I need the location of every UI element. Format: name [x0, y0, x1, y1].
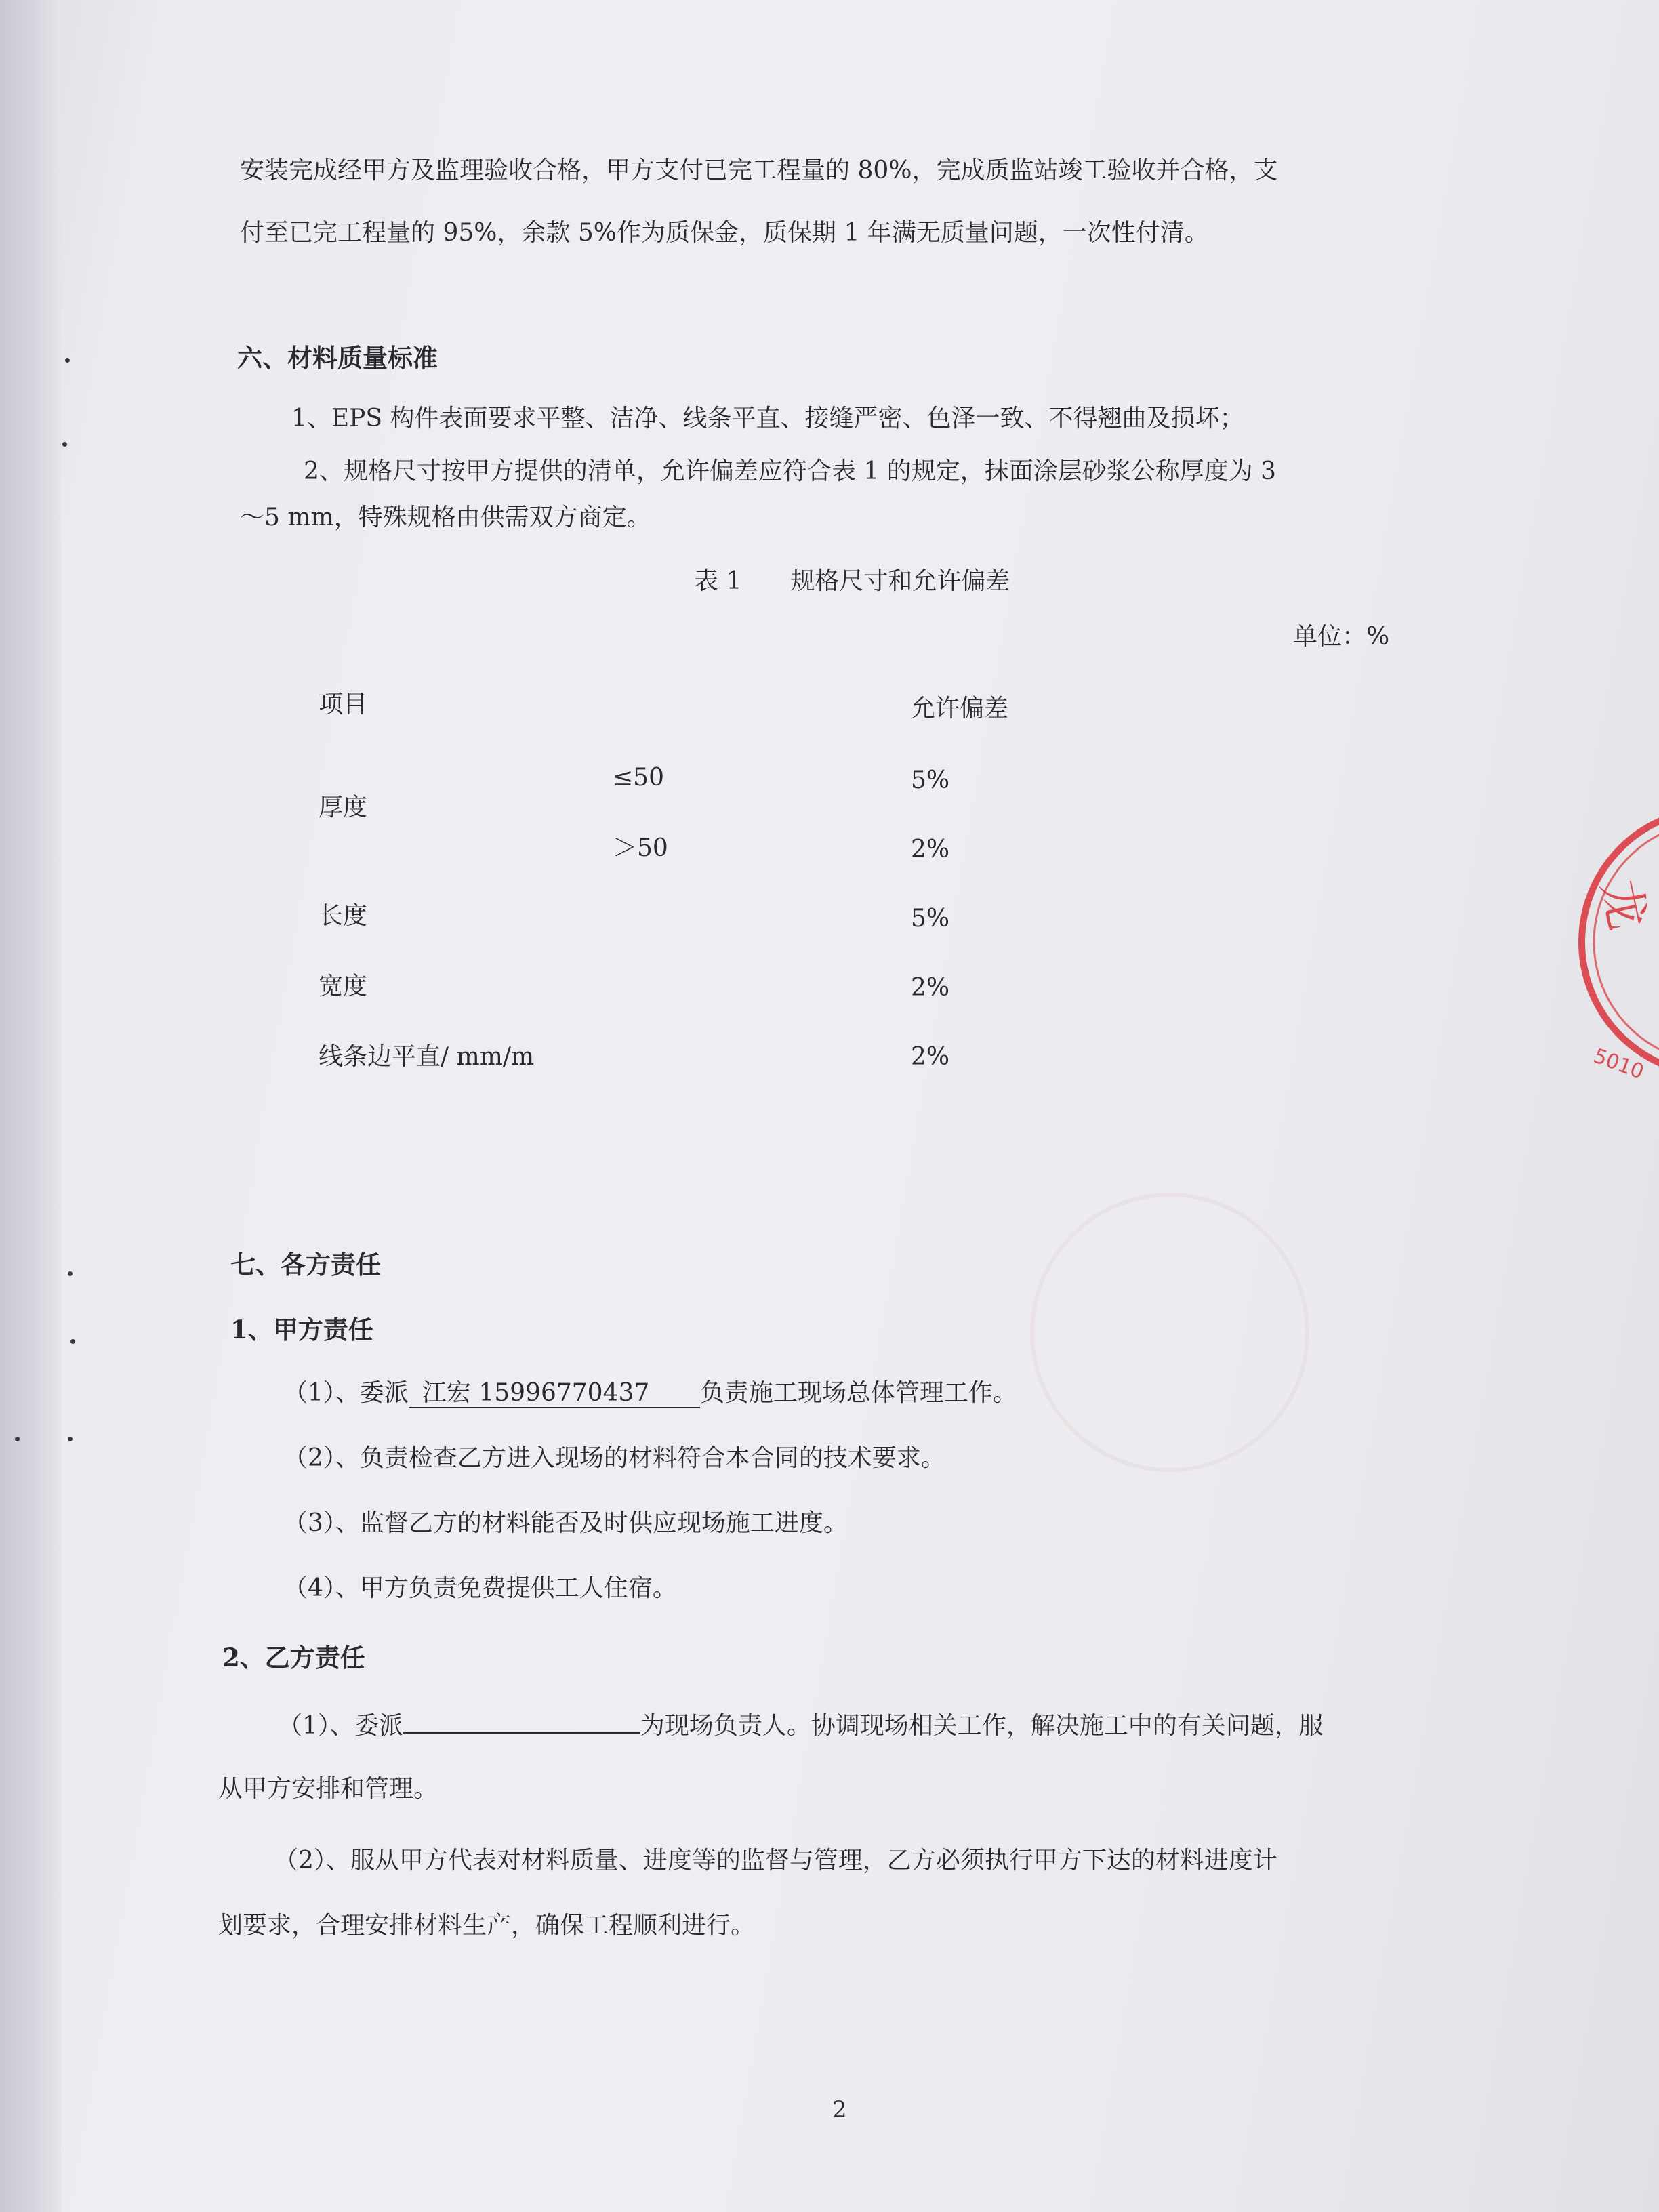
- table-cell-width-value: 2%: [911, 974, 950, 1002]
- party-a-heading: 1、甲方责任: [230, 1315, 373, 1345]
- party-b-item-1-suffix: 为现场负责人。协调现场相关工作，解决施工中的有关问题，服: [640, 1712, 1324, 1740]
- intro-line-1: 安装完成经甲方及监理验收合格，甲方支付已完工程量的 80%，完成质监站竣工验收并合格，支: [240, 157, 1278, 184]
- binding-hole: [68, 1271, 73, 1276]
- binding-hole: [62, 442, 67, 447]
- page-left-edge: [0, 0, 61, 2212]
- table-cell-thickness-sub-1: ≤50: [613, 764, 664, 792]
- table-header-tolerance: 允许偏差: [911, 695, 1009, 722]
- section-7-heading: 七、各方责任: [230, 1250, 381, 1279]
- table-row-width: 宽度: [319, 972, 368, 1000]
- section-6-item-2-line-2: ～5 mm，特殊规格由供需双方商定。: [240, 504, 651, 531]
- faint-stamp-shadow: [1030, 1193, 1309, 1472]
- party-a-representative-field: 江宏 15996770437: [409, 1381, 700, 1408]
- party-b-item-1-line-2: 从甲方安排和管理。: [218, 1775, 438, 1803]
- table-cell-thickness-value-1: 5%: [911, 766, 950, 794]
- party-b-representative-field: [403, 1712, 640, 1734]
- stamp-char: 龙: [1591, 874, 1657, 935]
- section-6-heading: 六、材料质量标准: [237, 343, 438, 373]
- binding-hole: [15, 1437, 20, 1441]
- party-b-heading: 2、乙方责任: [222, 1643, 365, 1673]
- party-a-item-2: （2）、负责检查乙方进入现场的材料符合本合同的技术要求。: [283, 1444, 945, 1472]
- table-cell-length-value: 5%: [911, 905, 950, 933]
- binding-hole: [70, 1339, 75, 1344]
- party-a-item-4: （4）、甲方负责免费提供工人住宿。: [283, 1574, 677, 1602]
- table-title: 表 1 规格尺寸和允许偏差: [694, 567, 1010, 595]
- section-6-item-1: 1、EPS 构件表面要求平整、洁净、线条平直、接缝严密、色泽一致、不得翘曲及损坏；: [291, 405, 1244, 432]
- party-b-item-2-line-2: 划要求，合理安排材料生产，确保工程顺利进行。: [218, 1912, 756, 1940]
- company-seal-stamp: [1572, 800, 1659, 1084]
- table-header-item: 项目: [319, 691, 368, 718]
- party-a-item-1: [283, 1381, 1017, 1408]
- page-number: 2: [832, 2096, 847, 2123]
- table-cell-thickness-sub-2: ＞50: [613, 834, 668, 862]
- binding-hole: [68, 1437, 73, 1441]
- table-row-length: 长度: [319, 902, 368, 930]
- section-6-item-2-line-1: 2、规格尺寸按甲方提供的清单，允许偏差应符合表 1 的规定，抹面涂层砂浆公称厚度为 3: [304, 457, 1277, 485]
- stamp-digits: 5010: [1590, 1044, 1647, 1084]
- party-b-item-2-line-1: （2）、服从甲方代表对材料质量、进度等的监督与管理，乙方必须执行甲方下达的材料进度计: [274, 1847, 1277, 1875]
- party-b-item-1-line-1: [278, 1712, 1324, 1738]
- table-cell-straightness-value: 2%: [911, 1043, 950, 1071]
- party-a-item-1-prefix: （1）、委派: [283, 1379, 409, 1407]
- binding-hole: [65, 358, 70, 363]
- table-row-thickness: 厚度: [319, 794, 368, 821]
- stamp-inner-ring: [1594, 821, 1659, 1063]
- party-b-item-1-prefix: （1）、委派: [278, 1712, 403, 1740]
- table-cell-thickness-value-2: 2%: [911, 836, 950, 863]
- table-unit: 单位：%: [1293, 623, 1390, 651]
- intro-line-2: 付至已完工程量的 95%，余款 5%作为质保金，质保期 1 年满无质量问题，一次性付清。: [240, 219, 1209, 247]
- party-a-item-1-suffix: 负责施工现场总体管理工作。: [699, 1379, 1017, 1407]
- table-row-straightness: 线条边平直/ mm/m: [319, 1043, 535, 1071]
- party-a-item-3: （3）、监督乙方的材料能否及时供应现场施工进度。: [283, 1509, 848, 1537]
